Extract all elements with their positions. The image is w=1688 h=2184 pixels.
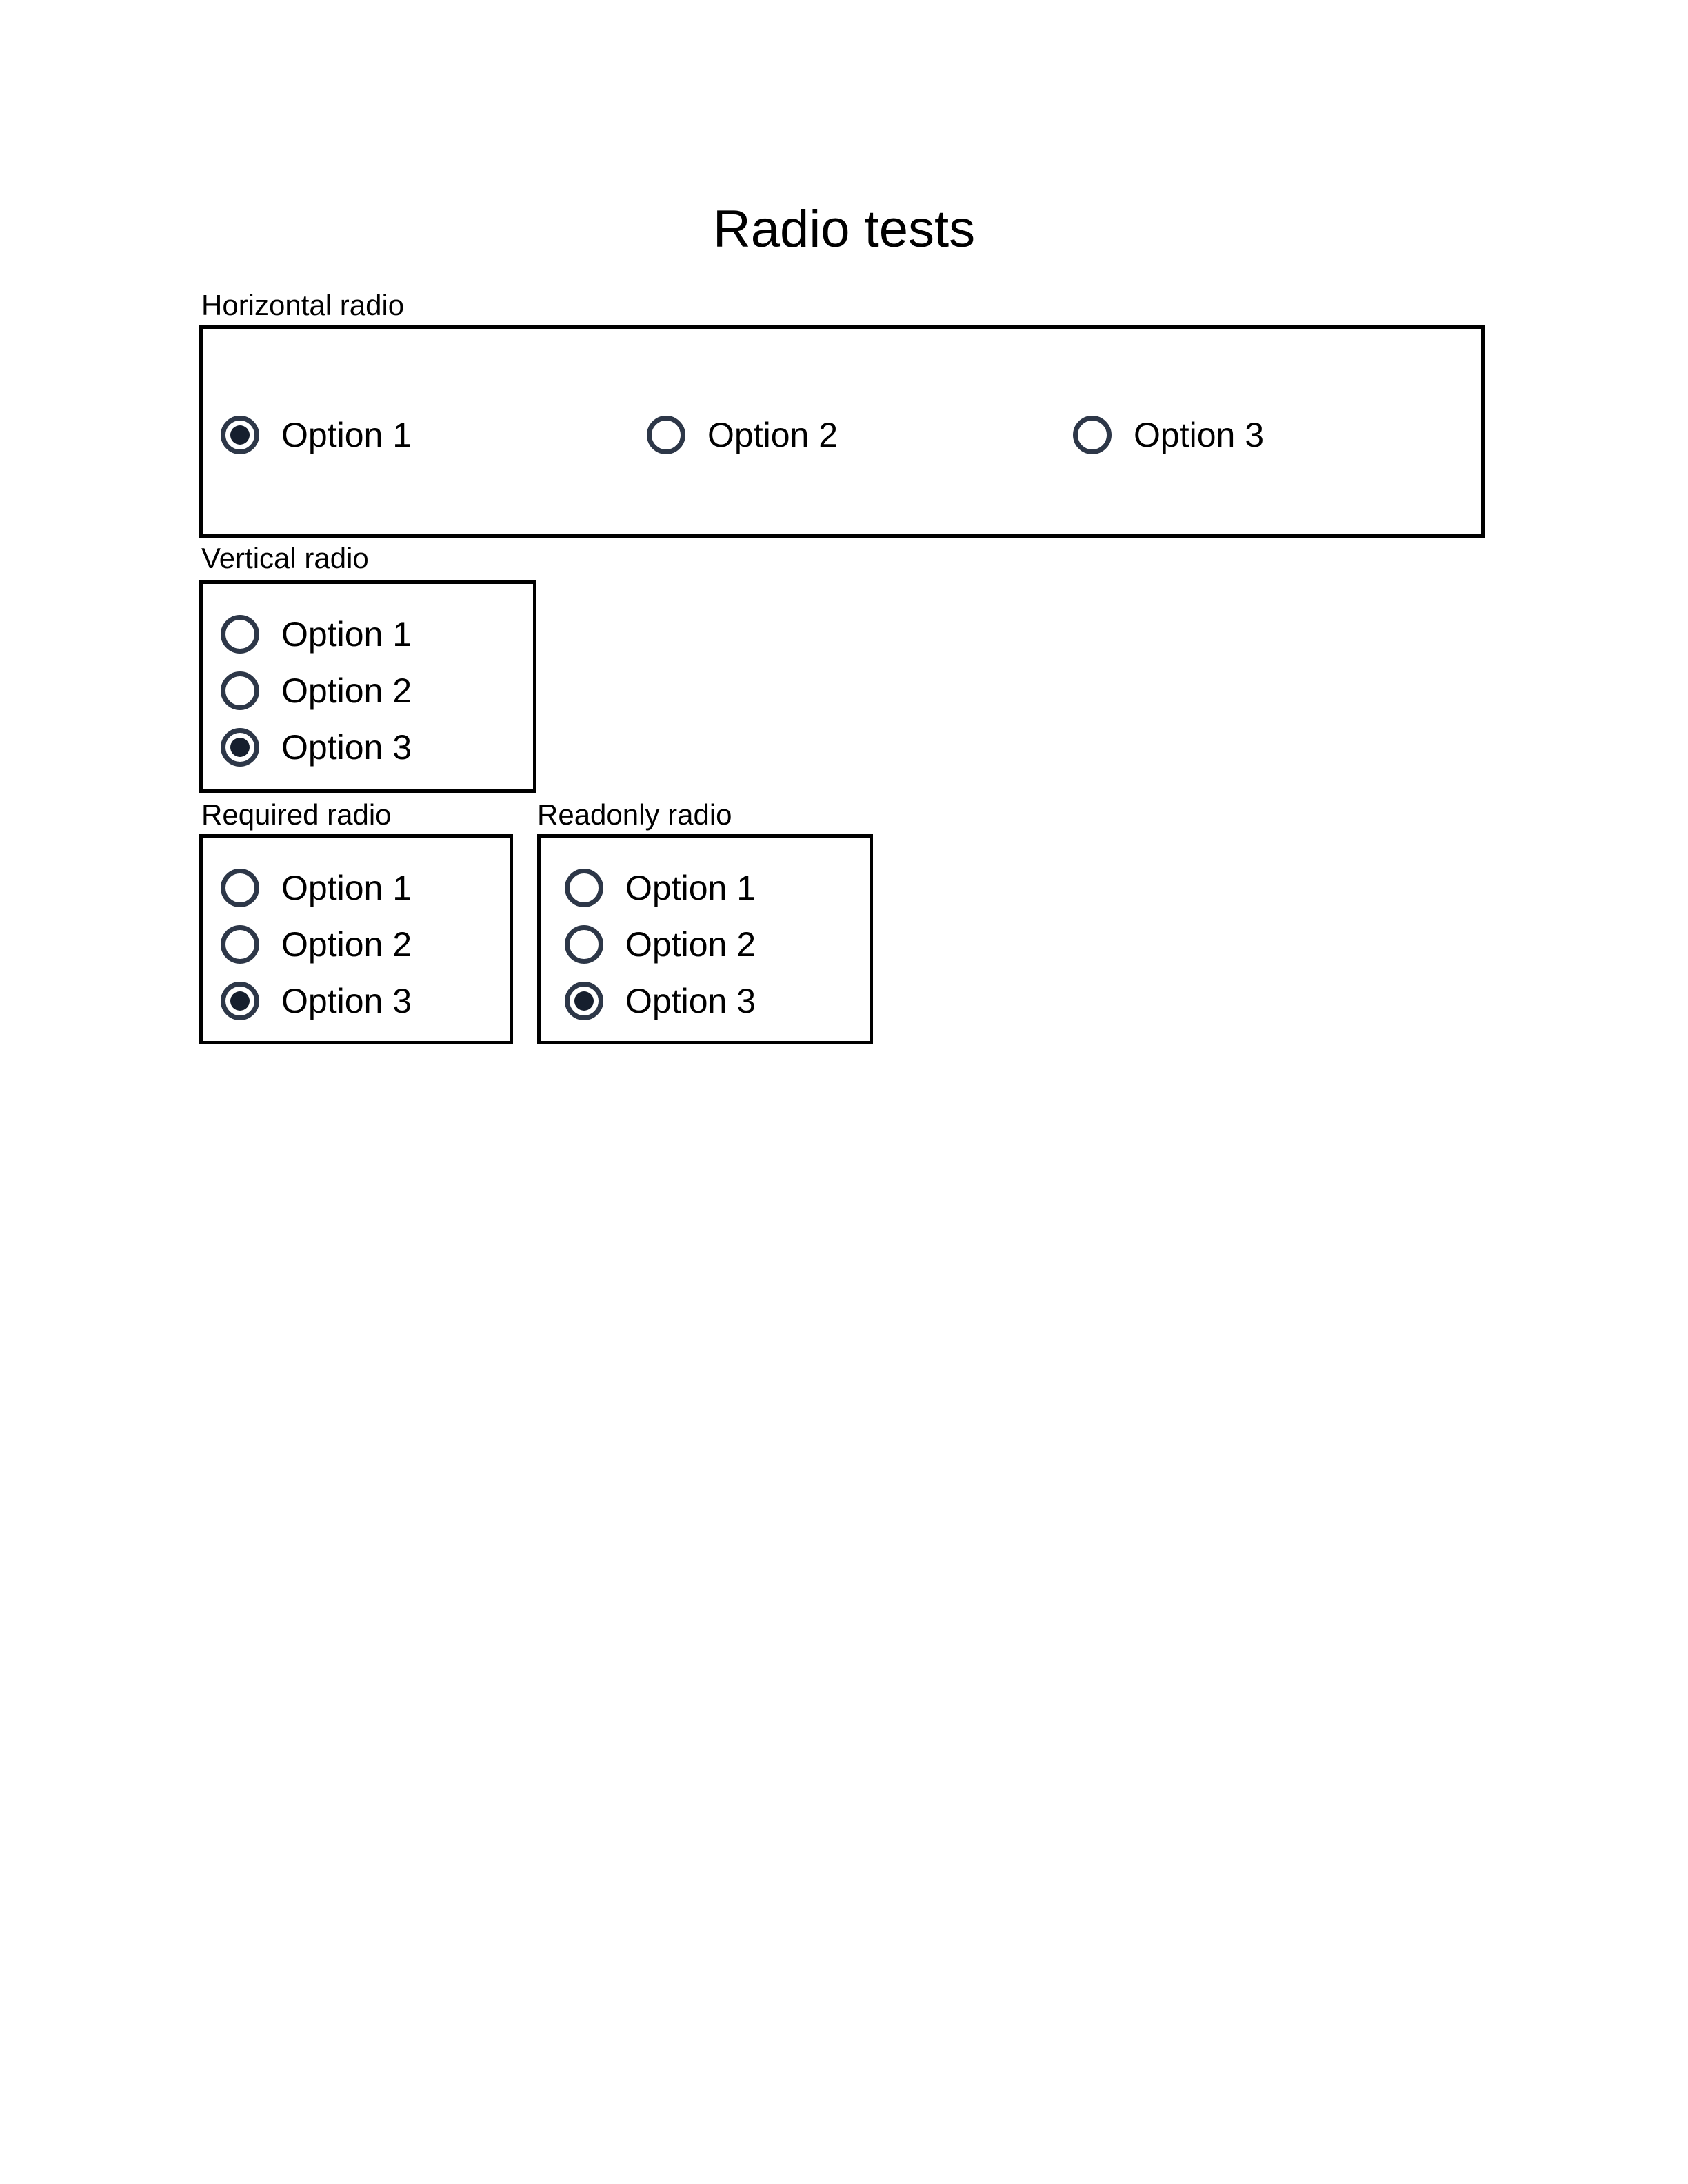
radio-group-horizontal: [199, 325, 1485, 538]
radio-group-vertical: [199, 580, 536, 793]
radio-option-label: Option 3: [1134, 416, 1265, 454]
radio-option-label: Option 1: [625, 869, 756, 907]
radio-option-label: Option 1: [281, 869, 412, 907]
radio-button-icon[interactable]: [565, 925, 603, 964]
radio-button-icon[interactable]: [647, 416, 685, 454]
radio-option-label: Option 2: [281, 925, 412, 964]
radio-option-label: Option 2: [625, 925, 756, 964]
radio-group-required: [199, 834, 513, 1044]
radio-option[interactable]: [565, 982, 870, 1020]
radio-button-icon[interactable]: [221, 982, 259, 1020]
radio-option-label: Option 3: [281, 982, 412, 1020]
radio-button-icon[interactable]: [1073, 416, 1112, 454]
group-label-horizontal: Horizontal radio: [201, 289, 405, 321]
group-label-vertical: Vertical radio: [201, 542, 369, 574]
radio-button-icon[interactable]: [221, 416, 259, 454]
radio-button-icon[interactable]: [221, 615, 259, 654]
group-label-readonly: Readonly radio: [537, 798, 732, 831]
radio-option[interactable]: [203, 416, 629, 454]
radio-option-label: Option 3: [281, 728, 412, 767]
radio-option[interactable]: [565, 869, 870, 907]
radio-option-label: Option 2: [281, 671, 412, 710]
radio-option[interactable]: [221, 869, 510, 907]
radio-button-icon[interactable]: [221, 925, 259, 964]
radio-option[interactable]: [221, 982, 510, 1020]
radio-button-icon[interactable]: [565, 869, 603, 907]
radio-option-label: Option 3: [625, 982, 756, 1020]
radio-option[interactable]: [221, 671, 533, 710]
radio-button-icon[interactable]: [565, 982, 603, 1020]
radio-option-label: Option 2: [707, 416, 838, 454]
radio-option[interactable]: [221, 728, 533, 767]
radio-button-icon[interactable]: [221, 728, 259, 767]
group-label-required: Required radio: [201, 798, 392, 831]
radio-option[interactable]: [565, 925, 870, 964]
radio-option[interactable]: [221, 615, 533, 654]
radio-option[interactable]: [1055, 416, 1481, 454]
radio-option-label: Option 1: [281, 416, 412, 454]
radio-option[interactable]: [629, 416, 1055, 454]
radio-option-label: Option 1: [281, 615, 412, 654]
radio-option[interactable]: [221, 925, 510, 964]
radio-button-icon[interactable]: [221, 869, 259, 907]
radio-group-readonly: [537, 834, 873, 1044]
page-title: Radio tests: [712, 200, 976, 259]
radio-button-icon[interactable]: [221, 671, 259, 710]
